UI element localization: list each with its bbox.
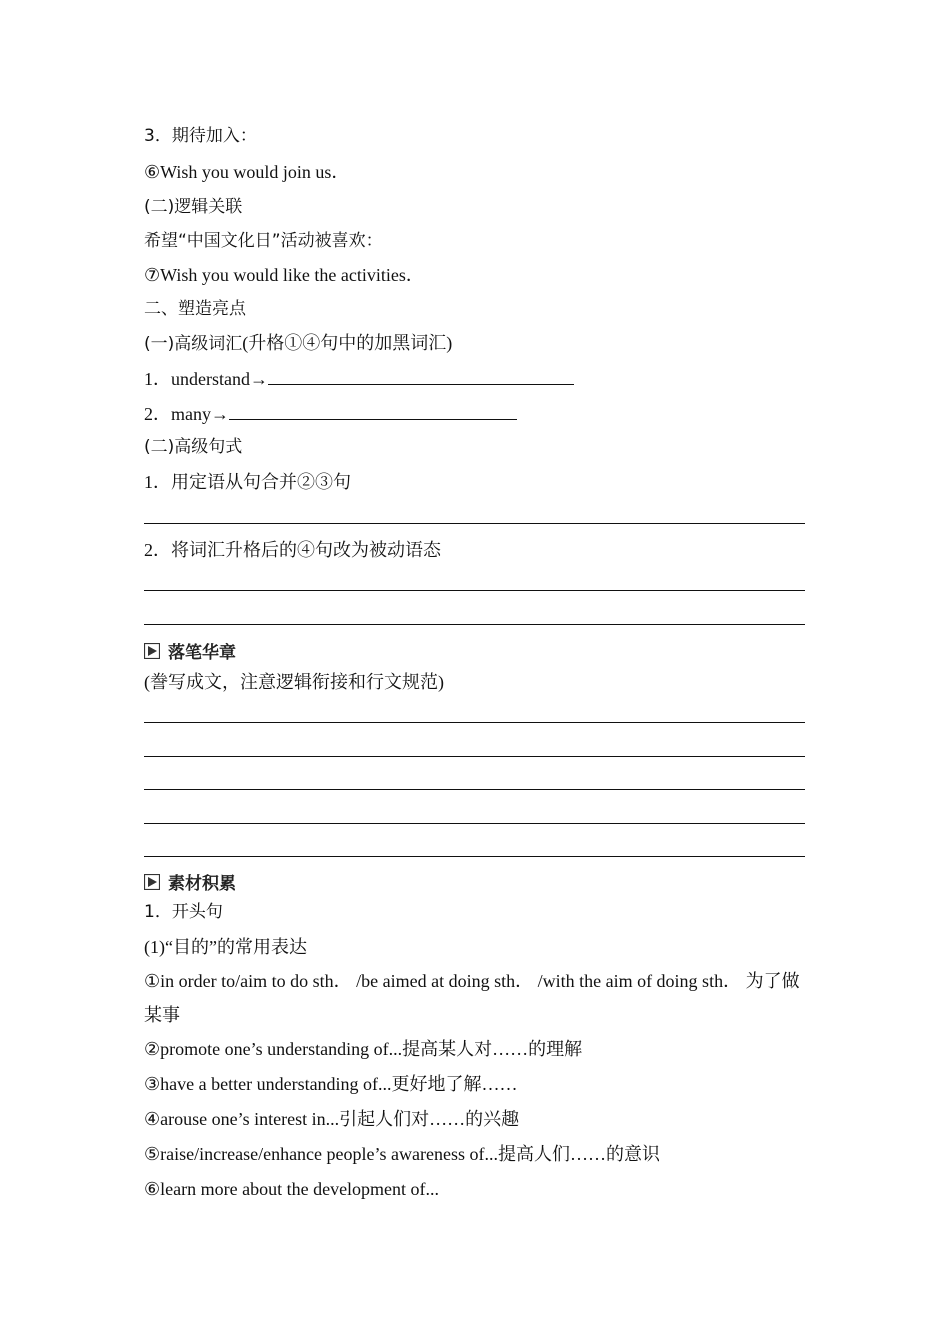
write-line-4[interactable]	[144, 823, 805, 824]
section-write-title: 落笔华章	[168, 643, 236, 663]
sentence-pattern-heading: (二)高级句式	[144, 437, 243, 457]
vocab-2-blank[interactable]	[229, 401, 517, 420]
vocab-item-1	[144, 366, 574, 391]
material-item-1: ①in order to/aim to do sth． /be aimed at doing sth． /with the aim of doing sth． 为了做某事	[144, 971, 800, 1025]
logic-heading: (二)逻辑关联	[144, 197, 243, 217]
play-box-icon	[144, 643, 160, 659]
opening-label: 1．开头句	[144, 902, 223, 922]
vocab-item-2-label: 2．many→	[144, 404, 229, 424]
hope-label: 希望“中国文化日”活动被喜欢：	[144, 231, 383, 251]
write-line-3[interactable]	[144, 789, 805, 790]
sentence-7: ⑦Wish you would like the activities．	[144, 265, 424, 285]
section-material-header	[144, 869, 236, 894]
material-item-6: ⑥learn more about the development of...	[144, 1179, 440, 1199]
vocab-heading-main: (一)高级词汇	[144, 334, 243, 354]
section-write-header	[144, 638, 236, 663]
vocab-item-2	[144, 401, 517, 426]
vocab-item-1-label: 1．understand→	[144, 369, 268, 389]
sentence-task-2: 2．将词汇升格后的④句改为被动语态	[144, 540, 441, 560]
write-line-1[interactable]	[144, 722, 805, 723]
write-line-2[interactable]	[144, 756, 805, 757]
purpose-heading: (1)“目的”的常用表达	[144, 937, 307, 957]
sentence-task-1: 1．用定语从句合并②③句	[144, 472, 351, 492]
section-material-title: 素材积累	[168, 874, 236, 894]
material-item-5: ⑤raise/increase/enhance people’s awareness of...提高人们……的意识	[144, 1144, 660, 1164]
vocab-1-blank[interactable]	[268, 366, 574, 385]
item-3-label: 3．期待加入：	[144, 126, 257, 146]
material-item-4: ④arouse one’s interest in...引起人们对……的兴趣	[144, 1109, 520, 1129]
answer-line-1[interactable]	[144, 523, 805, 524]
vocab-heading	[144, 331, 452, 356]
material-item-2: ②promote one’s understanding of...提高某人对……的理解	[144, 1039, 583, 1059]
vocab-heading-note: (升格①④句中的加黑词汇)	[242, 333, 453, 353]
answer-line-3[interactable]	[144, 624, 805, 625]
answer-line-2[interactable]	[144, 590, 805, 591]
material-item-3: ③have a better understanding of...更好地了解……	[144, 1074, 518, 1094]
highlight-heading: 二、塑造亮点	[144, 299, 246, 319]
sentence-6: ⑥Wish you would join us．	[144, 162, 350, 182]
play-box-icon	[144, 874, 160, 890]
write-line-5[interactable]	[144, 856, 805, 857]
write-instruction: (誊写成文，注意逻辑衔接和行文规范)	[144, 672, 444, 692]
